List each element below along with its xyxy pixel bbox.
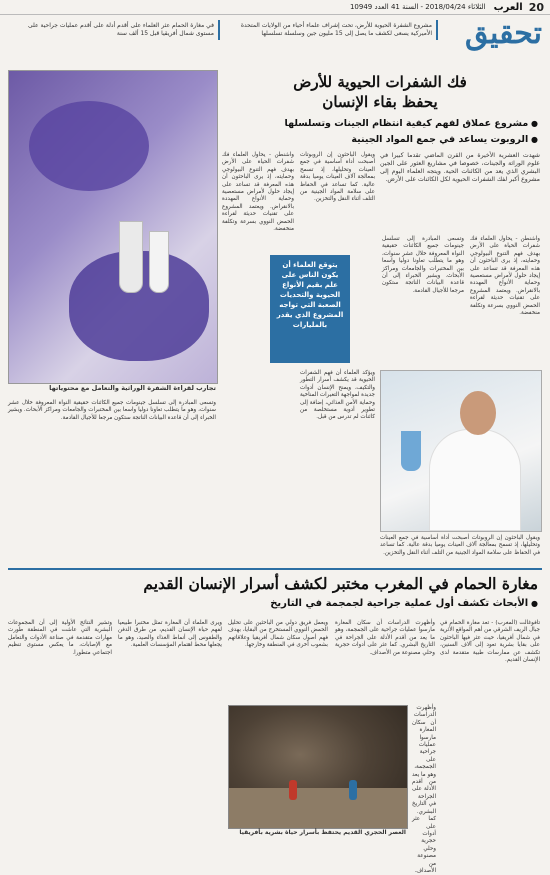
article2-subhead: ● الأبحاث تكشف أول عملية جراحية لجمجمة في التاريخ xyxy=(150,598,538,609)
article2-column: وأظهرت الدراسات أن سكان المغارة مارسوا عمليات جراحية على الجمجمة، وهو ما يعد من أقدم الأدلة على الجراحة في التاريخ البشري. كما عثر على أدوات حجرية وحلي مصنوعة من الأصداف. xyxy=(335,620,435,656)
researcher-figure xyxy=(289,780,297,800)
headline-line-2: يحفظ بقاء الإنسان xyxy=(322,93,438,111)
article1-column: وتسعى المبادرة إلى تسلسل جينومات جميع الكائنات حقيقية النواة المعروفة خلال عشر سنوات، وهو ما يتطلب تعاونا دوليا واسعا بين المختبرات والجامعات ومراكز الأبحاث. ويشير الخبراء إلى أن قاعدة البيانات الناتجة ستكون مرجعا للأجيال القادمة. xyxy=(382,236,464,294)
section-title: تحقيق xyxy=(465,16,542,51)
article1-headline xyxy=(222,72,538,112)
flask-icon xyxy=(401,431,421,471)
article1-subhead: ● الروبوت يساعد في جمع المواد الجينية xyxy=(222,134,538,145)
test-tube xyxy=(149,231,169,293)
newspaper-logo: العرب xyxy=(493,1,523,13)
article2-headline: مغارة الحمام في المغرب مختبر لكشف أسرار الإنسان القديم xyxy=(143,574,538,593)
test-tube xyxy=(119,221,143,293)
section-divider xyxy=(8,568,542,570)
article1-column: ويقول الباحثون إن الروبوتات أصبحت أداة أساسية في جمع العينات وتحليلها، إذ تسمح بمعالجة آلاف العينات يوميا بدقة عالية. كما تساعد في الحفاظ على سلامة المواد الجينية من التلف أثناء النقل والتخزين. xyxy=(300,152,375,203)
article2-column: ويرى العلماء أن المغارة تمثل مختبرا طبيعيا لفهم حياة الإنسان القديم، من طرق الدفن والطقوس إلى أنماط الغذاء والصيد، وهو ما يجعلها محط اهتمام المؤسسات العلمية. xyxy=(118,620,222,649)
glove-shape xyxy=(29,101,149,191)
teaser[interactable]: مشروع الشفرة الحيوية للأرض، تحت إشراف علماء أحياء من الولايات المتحدة الأميركية يسعى لكشف ما يصل إلى 15 مليون جين وسلسلة تسلسلها xyxy=(226,20,438,40)
hero-photo xyxy=(8,70,218,384)
issue-info: الثلاثاء 2018/04/24 - السنة 41 العدد 10949 xyxy=(349,3,486,11)
article1-column: ويقول الباحثون إن الروبوتات أصبحت أداة أساسية في جمع العينات وتحليلها، إذ تسمح بمعالجة آلاف العينات يوميا بدقة عالية. كما تساعد في الحفاظ على سلامة المواد الجينية من التلف أثناء النقل والتخزين. xyxy=(380,535,540,556)
teasers xyxy=(8,20,438,40)
cave-photo xyxy=(228,705,408,829)
pullquote: يتوقع العلماء أن يكون الناس على علم بقيم الأنواع الحيوية والتحديات الصعبة التي تواجه المشروع الذي يقدر بالمليارات xyxy=(270,255,350,363)
cave-floor xyxy=(229,788,407,828)
article1-column: واشنطن - يحاول العلماء فك شفرات الحياة على الأرض بهدف فهم التنوع البيولوجي وحمايته، إذ يرى الباحثون أن هذه المعرفة قد تساعد على إيجاد حلول لأمراض مستعصية وحماية الأنواع المهددة بالانقراض. ويعتمد المشروع على تقنيات حديثة لقراءة الحمض النووي بسرعة وتكلفة منخفضة. xyxy=(222,152,294,233)
article2-column: وأظهرت الدراسات أن سكان المغارة مارسوا عمليات جراحية على الجمجمة، وهو ما يعد من أقدم الأدلة على الجراحة في التاريخ البشري. كما عثر على أدوات حجرية وحلي مصنوعة من الأصداف. xyxy=(412,705,436,874)
hero-caption: تجارب لقراءة الشفرة الوراثية والتعامل مع محتوياتها xyxy=(49,384,216,392)
headline-line-1: فك الشفرات الحيوية للأرض xyxy=(293,73,467,91)
researcher-figure xyxy=(349,780,357,800)
scientist-photo xyxy=(380,370,542,532)
article1-column: وتسعى المبادرة إلى تسلسل جينومات جميع الكائنات حقيقية النواة المعروفة خلال عشر سنوات، وهو ما يتطلب تعاونا دوليا واسعا بين المختبرات والجامعات ومراكز الأبحاث. ويشير الخبراء إلى أن قاعدة البيانات الناتجة ستكون مرجعا للأجيال القادمة. xyxy=(8,400,216,421)
scientist-head xyxy=(460,391,496,435)
article1-intro: شهدت العشرية الأخيرة من القرن الماضي تقدما كبيرا في علوم الوراثة والجينات، خصوصا في مشاريع العثور على الجين البشري الذي يعد من الكائنات الحية. ويتجه العلماء اليوم إلى مشروع أكبر لفك الشفرات الحيوية لكل الكائنات على الأرض. xyxy=(380,152,540,183)
article1-column: ويؤكد العلماء أن فهم الشفرات الحيوية قد يكشف أسرار التطور والتكيف، ويمنح الإنسان أدوات جديدة لمواجهة التغيرات المناخية وحماية الأمن الغذائي، إضافة إلى تطوير أدوية مستخلصة من كائنات لم تدرس من قبل. xyxy=(300,370,375,421)
lab-coat xyxy=(429,429,521,531)
article1-column: واشنطن - يحاول العلماء فك شفرات الحياة على الأرض بهدف فهم التنوع البيولوجي وحمايته، إذ يرى الباحثون أن هذه المعرفة قد تساعد على إيجاد حلول لأمراض مستعصية وحماية الأنواع المهددة بالانقراض. ويعتمد المشروع على تقنيات حديثة لقراءة الحمض النووي بسرعة وتكلفة منخفضة. xyxy=(470,236,540,317)
cave-caption: العصر الحجري القديم يحتفظ بأسرار حياة بشرية بأفريقيا xyxy=(239,829,406,836)
article2-column: وتشير النتائج الأولية إلى أن المجموعات البشرية التي عاشت في المنطقة طورت مهارات متقدمة في صناعة الأدوات والتعامل مع الإصابات، ما يعكس مستوى تنظيم اجتماعي متطورا. xyxy=(8,620,112,656)
article1-subhead: ● مشروع عملاق لفهم كيفية انتظام الجينات وتسلسلها xyxy=(222,118,538,129)
page-number: 20 xyxy=(528,0,544,14)
article2-column: ويعمل فريق دولي من الباحثين على تحليل الحمض النووي المستخرج من البقايا، بهدف فهم أصول سكان شمال أفريقيا وعلاقاتهم بشعوب أخرى في المنطقة وخارجها. xyxy=(228,620,328,649)
article2-column: تافوغالت (المغرب) - تعد مغارة الحمام في جبال الريف الشرقي من أهم المواقع الأثرية في شمال أفريقيا، حيث عثر فيها الباحثون على بقايا بشرية تعود إلى آلاف السنين، تكشف عن ممارسات طبية متقدمة لدى الإنسان القديم. xyxy=(440,620,540,664)
teaser[interactable]: في مغارة الحمام عثر العلماء على أقدم أدلة على أقدم عمليات جراحية على مستوى شمال أفريقيا قبل 15 ألف سنة xyxy=(8,20,220,40)
masthead xyxy=(0,0,550,15)
